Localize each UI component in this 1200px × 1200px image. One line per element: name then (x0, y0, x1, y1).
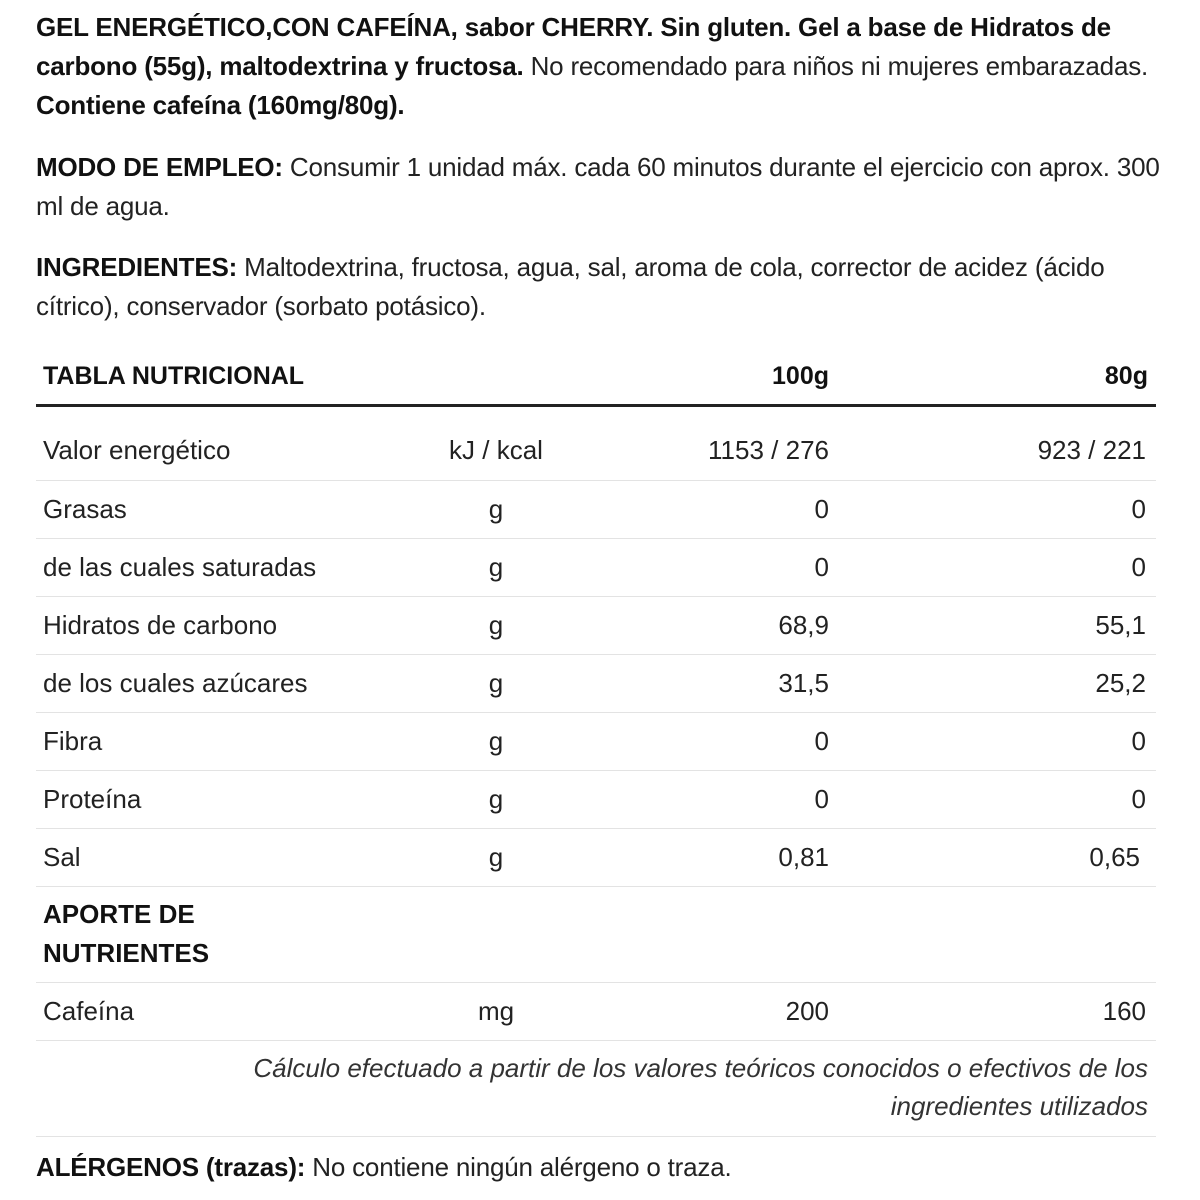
value-80g: 0 (1131, 726, 1146, 756)
value-80g: 0 (1131, 784, 1146, 814)
value-100g: 0 (814, 552, 829, 582)
nutrient-name: Cafeína (43, 996, 135, 1026)
value-100g: 68,9 (778, 610, 829, 640)
value-100g: 0,81 (778, 842, 829, 872)
usage-text: Consumir 1 unidad máx. cada 60 minutos durante el ejercicio con aprox. 300 ml de agua. (36, 152, 1160, 221)
table-row (36, 407, 1156, 481)
value-100g: 31,5 (778, 668, 829, 698)
nutrient-name: Proteína (43, 784, 142, 814)
table-header (36, 349, 1156, 407)
value-80g: 0 (1131, 552, 1146, 582)
header-100g: 100g (772, 362, 829, 390)
value-80g: 25,2 (1095, 668, 1146, 698)
allergens-text: No contiene ningún alérgeno o traza. (305, 1152, 732, 1182)
nutrient-unit: mg (477, 996, 515, 1026)
nutrient-unit: g (488, 552, 504, 582)
table-row (36, 539, 1156, 597)
calculation-note: Cálculo efectuado a partir de los valores teóricos conocidos o efectivos de los ingredientes utilizados (253, 1053, 1148, 1121)
table-row (36, 481, 1156, 539)
ingredients-label: INGREDIENTES: (36, 252, 238, 282)
allergens-section (36, 1148, 1161, 1187)
header-80g: 80g (1104, 362, 1148, 390)
nutrient-unit: g (488, 726, 504, 756)
value-100g: 0 (814, 494, 829, 524)
caffeine-notice: Contiene cafeína (160mg/80g). (36, 90, 405, 120)
section-heading: APORTE DE NUTRIENTES (43, 899, 210, 968)
nutrient-name: Hidratos de carbono (43, 610, 278, 640)
nutrient-unit: g (488, 494, 504, 524)
ingredients-text: Maltodextrina, fructosa, agua, sal, aroma de cola, corrector de acidez (ácido cítrico), conservador (sorbato potásico). (36, 252, 1105, 321)
value-100g: 1153 / 276 (708, 435, 829, 465)
nutrient-name: Sal (43, 842, 81, 872)
section-heading-row (36, 887, 1156, 983)
nutrition-table (36, 349, 1156, 1137)
nutrient-unit: g (488, 610, 504, 640)
table-row (36, 597, 1156, 655)
table-row (36, 655, 1156, 713)
value-80g: 160 (1102, 996, 1146, 1026)
nutrient-name: de los cuales azúcares (43, 668, 308, 698)
table-row (36, 771, 1156, 829)
nutrient-unit: g (488, 784, 504, 814)
product-description (36, 8, 1161, 125)
product-warning: No recomendado para niños ni mujeres embarazadas. (523, 51, 1149, 81)
value-100g: 0 (814, 726, 829, 756)
ingredients-section (36, 248, 1161, 326)
value-80g: 923 / 221 (1037, 435, 1146, 465)
value-80g: 0 (1131, 494, 1146, 524)
value-100g: 0 (814, 784, 829, 814)
value-100g: 200 (785, 996, 829, 1026)
table-row (36, 829, 1156, 887)
product-title: GEL ENERGÉTICO,CON CAFEÍNA, sabor CHERRY. Sin gluten. Gel a base de Hidratos de carbono (55g), maltodextrina y fructosa. (36, 12, 1111, 81)
value-80g: 55,1 (1095, 610, 1146, 640)
nutrient-unit: kJ / kcal (449, 435, 543, 465)
nutrient-unit: g (488, 842, 504, 872)
nutrient-name: Grasas (43, 494, 127, 524)
table-row (36, 983, 1156, 1041)
value-80g: 0,65 (1089, 842, 1140, 872)
nutrient-unit: g (488, 668, 504, 698)
calculation-note-row (36, 1041, 1156, 1137)
usage-label: MODO DE EMPLEO: (36, 152, 283, 182)
nutrient-name: Fibra (43, 726, 103, 756)
header-name: TABLA NUTRICIONAL (43, 362, 305, 390)
allergens-label: ALÉRGENOS (trazas): (36, 1152, 306, 1182)
table-row (36, 713, 1156, 771)
nutrient-name: de las cuales saturadas (43, 552, 317, 582)
usage-section (36, 148, 1161, 226)
nutrient-name: Valor energético (43, 435, 231, 465)
